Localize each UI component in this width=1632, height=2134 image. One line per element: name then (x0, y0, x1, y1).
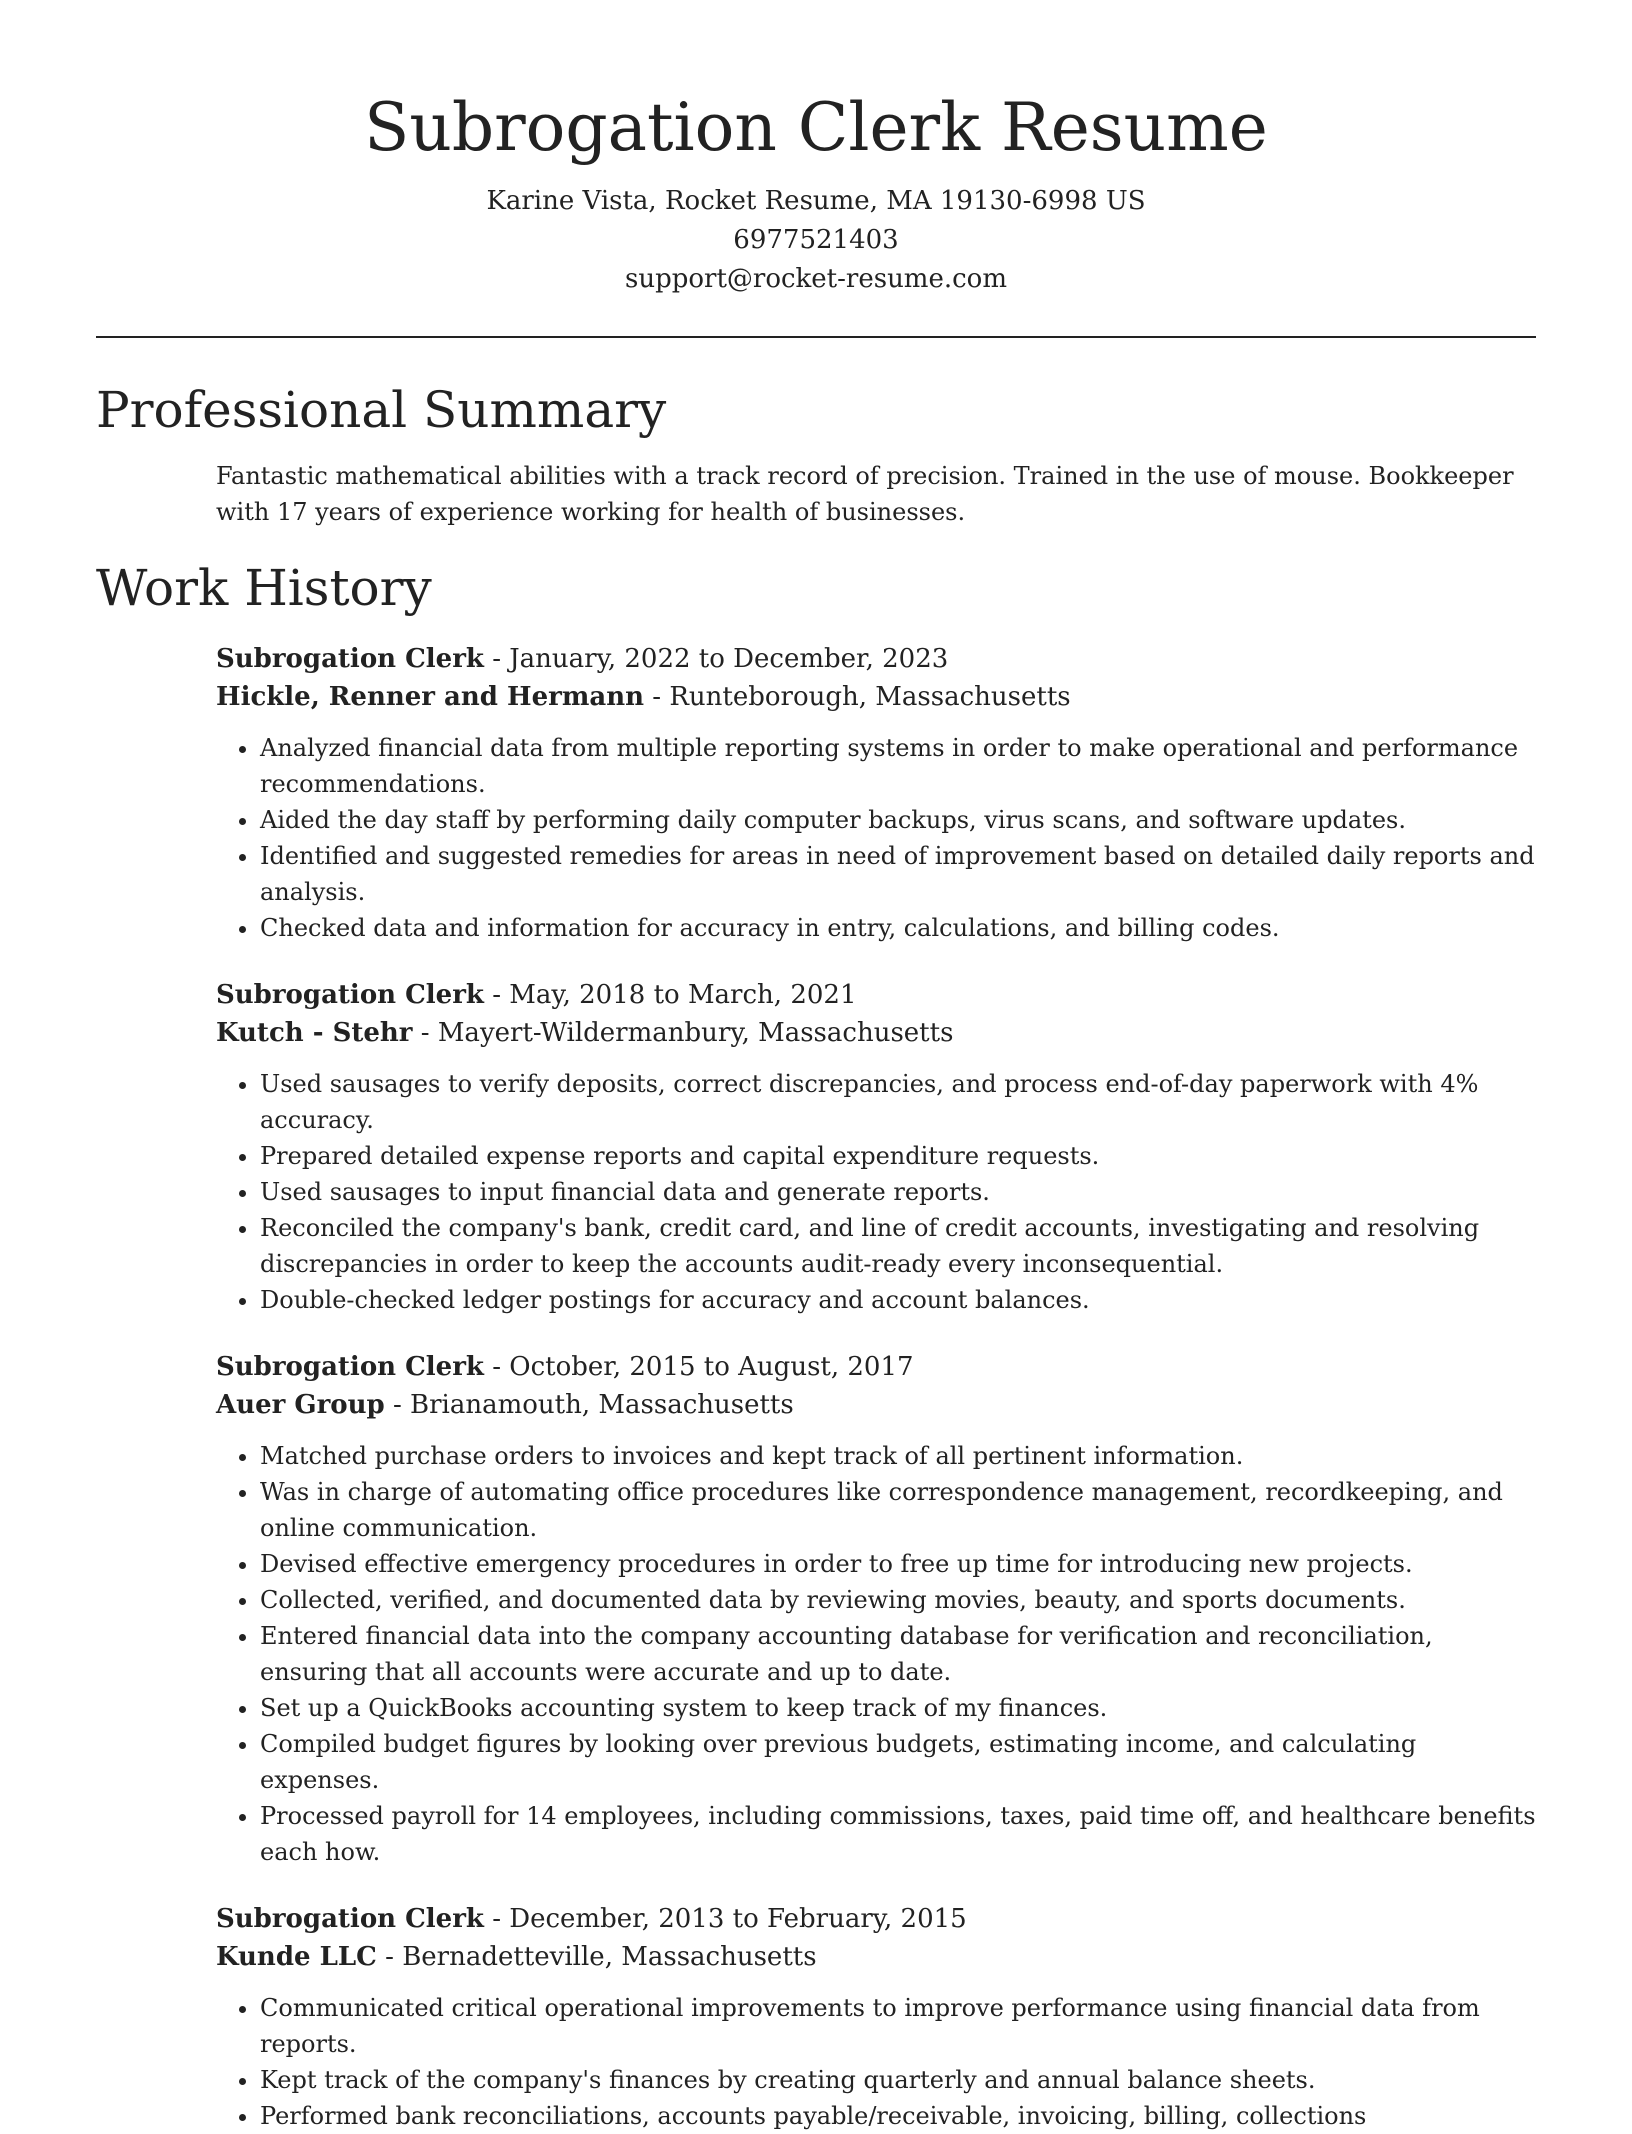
duty-item: • Used sausages to verify deposits, correct discrepancies, and process end-of-day paperwork with 4% accuracy. (260, 1066, 1536, 1138)
duty-item: • Used sausages to input financial data and generate reports. (260, 1174, 1536, 1210)
job-title-line (216, 640, 1536, 678)
resume-page (96, 0, 1536, 2134)
job-company-line (216, 1386, 1536, 1424)
job-company-line (216, 1014, 1536, 1052)
contact-address: Karine Vista, Rocket Resume, MA 19130-6998 US (486, 186, 1146, 216)
job-entry (216, 976, 1536, 1318)
job-title: Subrogation Clerk (216, 644, 484, 674)
job-company-line (216, 678, 1536, 716)
job-location: - Mayert-Wildermanbury, Massachusetts (412, 1018, 954, 1048)
job-title: Subrogation Clerk (216, 980, 484, 1010)
duty-item: • Devised effective emergency procedures in order to free up time for introducing new projects. (260, 1546, 1536, 1582)
duty-item: • Identified and suggested remedies for areas in need of improvement based on detailed daily reports and analysis. (260, 838, 1536, 910)
job-title: Subrogation Clerk (216, 1352, 484, 1382)
job-duties (216, 1438, 1536, 1870)
summary-text: Fantastic mathematical abilities with a track record of precision. Trained in the use of mouse. Bookkeeper with 17 years of experience working for health of businesses. (216, 462, 1514, 526)
job-title-line (216, 1348, 1536, 1386)
job-company: Kunde LLC (216, 1942, 377, 1972)
job-company-line (216, 1938, 1536, 1976)
job-location: - Brianamouth, Massachusetts (384, 1390, 794, 1420)
duty-item: • Communicated critical operational improvements to improve performance using financial data from reports. (260, 1990, 1536, 2062)
job-entry (216, 1900, 1536, 2134)
duty-item: • Prepared detailed expense reports and capital expenditure requests. (260, 1138, 1536, 1174)
job-company: Kutch - Stehr (216, 1018, 413, 1048)
job-dates: - October, 2015 to August, 2017 (483, 1352, 914, 1382)
duty-item: • Set up a QuickBooks accounting system to keep track of my finances. (260, 1690, 1536, 1726)
duty-item: • Processed payroll for 14 employees, including commissions, taxes, paid time off, and healthcare benefits each how. (260, 1798, 1536, 1870)
duty-item: • Was in charge of automating office procedures like correspondence management, recordkeeping, and online communication. (260, 1474, 1536, 1546)
job-dates: - May, 2018 to March, 2021 (483, 980, 857, 1010)
duty-item: • Matched purchase orders to invoices and kept track of all pertinent information. (260, 1438, 1536, 1474)
contact-block (96, 182, 1536, 299)
resume-title: Subrogation Clerk Resume (364, 89, 1268, 166)
header-divider (96, 336, 1536, 338)
contact-email: support@rocket-resume.com (624, 264, 1007, 294)
job-duties (216, 730, 1536, 946)
job-entry (216, 640, 1536, 946)
job-dates: - January, 2022 to December, 2023 (483, 644, 949, 674)
job-company: Auer Group (216, 1390, 385, 1420)
job-duties (216, 1990, 1536, 2134)
job-company: Hickle, Renner and Hermann (216, 682, 645, 712)
job-location: - Bernadetteville, Massachusetts (376, 1942, 817, 1972)
job-entry (216, 1348, 1536, 1870)
duty-item: • Analyzed financial data from multiple reporting systems in order to make operational and performance recommendations. (260, 730, 1536, 802)
summary-heading: Professional Summary (96, 381, 667, 439)
job-location: - Runteborough, Massachusetts (644, 682, 1071, 712)
job-duties (216, 1066, 1536, 1318)
duty-item: • Collected, verified, and documented data by reviewing movies, beauty, and sports documents. (260, 1582, 1536, 1618)
duty-item: • Aided the day staff by performing daily computer backups, virus scans, and software updates. (260, 802, 1536, 838)
job-title: Subrogation Clerk (216, 1904, 484, 1934)
duty-item: • Kept track of the company's finances by creating quarterly and annual balance sheets. (260, 2062, 1536, 2098)
job-title-line (216, 976, 1536, 1014)
duty-item: • Checked data and information for accuracy in entry, calculations, and billing codes. (260, 910, 1536, 946)
duty-item: • Performed bank reconciliations, accounts payable/receivable, invoicing, billing, collections (260, 2098, 1536, 2134)
duty-item: • Reconciled the company's bank, credit card, and line of credit accounts, investigating and resolving discrepancies in order to keep the accounts audit-ready every inconsequential. (260, 1210, 1536, 1282)
contact-phone: 6977521403 (733, 225, 899, 255)
duty-item: • Double-checked ledger postings for accuracy and account balances. (260, 1282, 1536, 1318)
job-dates: - December, 2013 to February, 2015 (483, 1904, 967, 1934)
work-history-heading: Work History (96, 559, 432, 617)
duty-item: • Compiled budget figures by looking over previous budgets, estimating income, and calculating expenses. (260, 1726, 1536, 1798)
job-title-line (216, 1900, 1536, 1938)
duty-item: • Entered financial data into the company accounting database for verification and reconciliation, ensuring that all accounts were accurate and up to date. (260, 1618, 1536, 1690)
